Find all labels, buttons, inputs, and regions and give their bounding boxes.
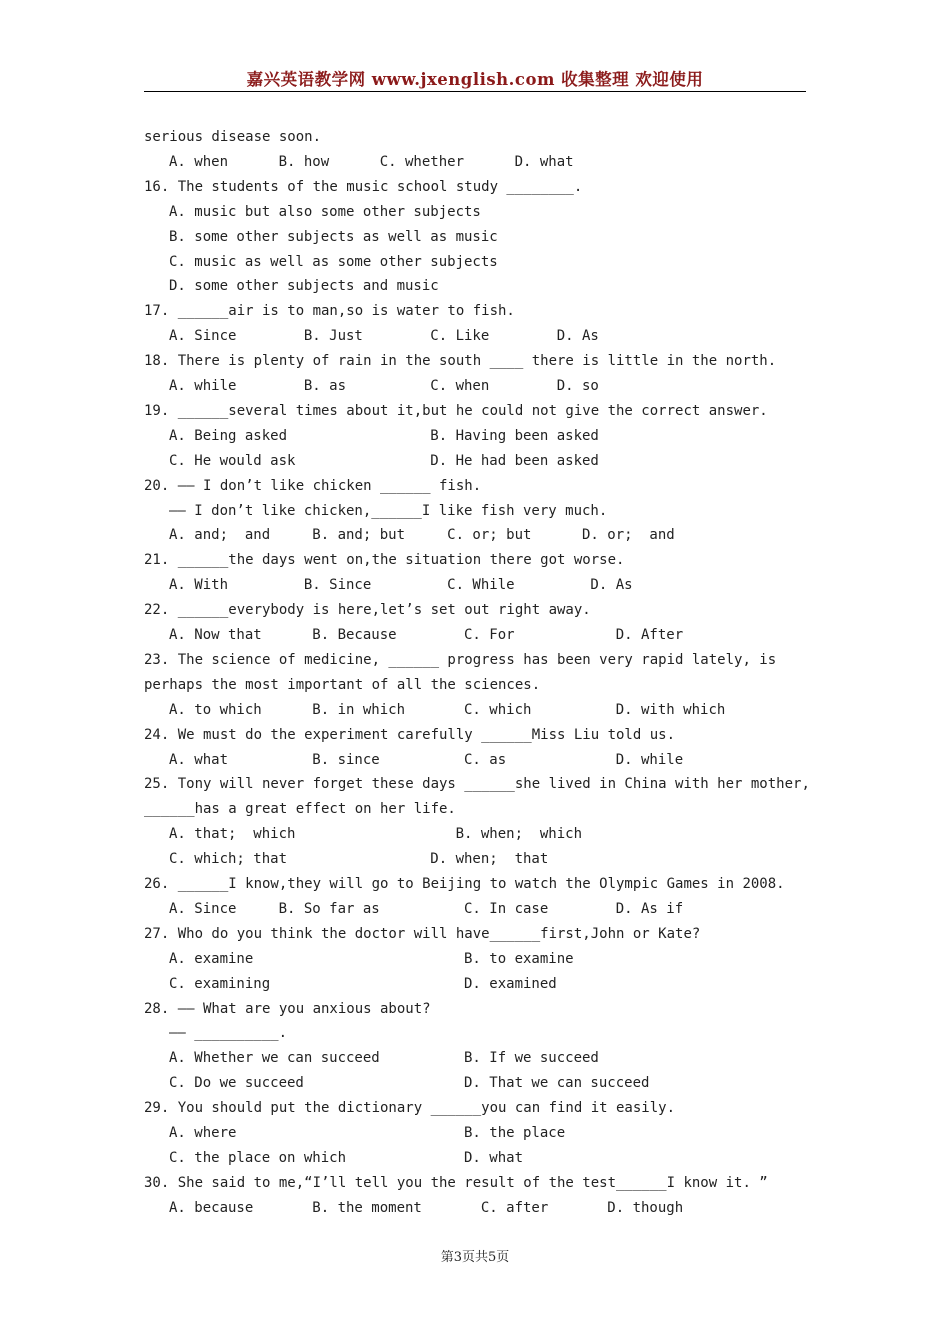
option-line: A. while B. as C. when D. so — [169, 378, 599, 394]
option-line: A. Since B. So far as C. In case D. As if — [169, 900, 684, 917]
question-line: 20. —— I don’t like chicken ______ fish. — [144, 477, 482, 494]
question-line: 21. ______the days went on,the situation there got worse. — [144, 552, 625, 569]
question-line: ______has a great effect on her life. — [144, 801, 456, 818]
option-line: A. when B. how C. whether D. what — [169, 153, 574, 170]
option-line: A. music but also some other subjects — [169, 203, 481, 220]
question-line: serious disease soon. — [144, 129, 322, 145]
question-line: 26. ______I know,they will go to Beijing to watch the Olympic Games in 2008. — [144, 876, 785, 892]
question-line: 18. There is plenty of rain in the south ____ there is little in the north. — [144, 353, 777, 370]
option-line: A. Being asked B. Having been asked — [169, 427, 599, 444]
option-line: A. Now that B. Because C. For D. After — [169, 627, 684, 643]
option-line: D. some other subjects and music — [169, 278, 439, 295]
option-line: —— I don’t like chicken,______I like fish very much. — [169, 502, 608, 519]
option-line: C. music as well as some other subjects — [169, 253, 498, 270]
option-line: B. some other subjects as well as music — [169, 228, 498, 245]
question-line: 27. Who do you think the doctor will have______first,John or Kate? — [144, 925, 701, 942]
question-line: 16. The students of the music school study ________. — [144, 178, 583, 195]
question-line: perhaps the most important of all the sciences. — [144, 676, 541, 693]
option-line: A. to which B. in which C. which D. with which — [169, 701, 726, 718]
option-line: A. that; which B. when; which — [169, 826, 583, 843]
option-line: C. which; that D. when; that — [169, 851, 549, 868]
option-line: C. examining D. examined — [169, 975, 557, 992]
option-line: A. because B. the moment C. after D. though — [169, 1199, 684, 1216]
option-line: A. and; and B. and; but C. or; but D. or; and — [169, 527, 675, 544]
option-line: C. the place on which D. what — [169, 1149, 524, 1166]
option-line: A. examine B. to examine — [169, 950, 574, 967]
header-divider — [144, 91, 806, 92]
page-header: 嘉兴英语教学网 www.jxenglish.com 收集整理 欢迎使用 — [246, 70, 704, 89]
option-line: C. He would ask D. He had been asked — [169, 452, 599, 469]
option-line: A. Whether we can succeed B. If we succeed — [169, 1050, 599, 1067]
option-line: A. With B. Since C. While D. As — [169, 577, 633, 594]
option-line: —— __________. — [169, 1025, 288, 1042]
option-line: A. what B. since C. as D. while — [169, 751, 684, 768]
question-line: 23. The science of medicine, ______ progress has been very rapid lately, is — [144, 651, 777, 668]
option-line: C. Do we succeed D. That we can succeed — [169, 1075, 650, 1092]
option-line: A. Since B. Just C. Like D. As — [169, 328, 599, 345]
question-line: 19. ______several times about it,but he could not give the correct answer. — [144, 402, 768, 419]
question-line: 25. Tony will never forget these days ______she lived in China with her mother, — [144, 776, 810, 793]
question-line: 28. —— What are you anxious about? — [144, 1000, 431, 1017]
question-line: 29. You should put the dictionary ______you can find it easily. — [144, 1100, 676, 1117]
question-line: 22. ______everybody is here,let’s set out right away. — [144, 602, 591, 619]
question-line: 17. ______air is to man,so is water to fish. — [144, 303, 515, 320]
question-line: 30. She said to me,“I’ll tell you the result of the test______I know it. ” — [144, 1174, 768, 1191]
question-line: 24. We must do the experiment carefully ______Miss Liu told us. — [144, 726, 676, 743]
option-line: A. where B. the place — [169, 1125, 566, 1141]
page-footer: 第3页共5页 — [440, 1250, 510, 1265]
